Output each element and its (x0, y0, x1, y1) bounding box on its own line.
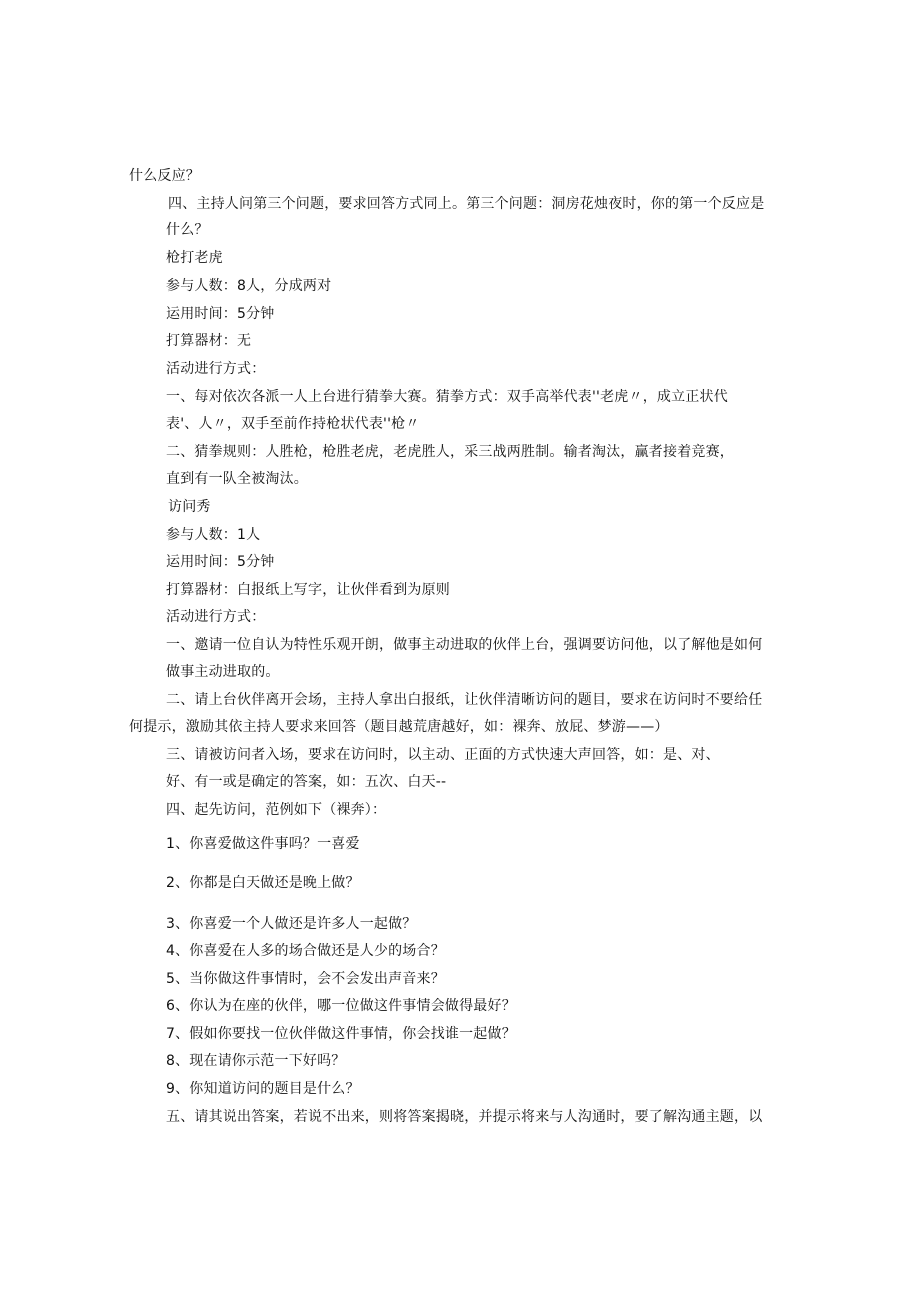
text-line: 直到有一队全被淘汰。 (166, 471, 308, 487)
text-line: 一、每对依次各派一人上台进行猜拳大赛。猜拳方式：双手高举代表''老虎〃，成立正状代 (166, 389, 728, 405)
text-line: 什么？ (166, 222, 209, 238)
text-line: 什么反应？ (129, 168, 200, 184)
text-line: 二、猜拳规则：人胜枪，枪胜老虎，老虎胜人，采三战两胜制。输者淘汰，赢者接着竞赛， (166, 444, 734, 460)
text-line: 四、主持人问第三个问题，要求回答方式同上。第三个问题：洞房花烛夜时，你的第一个反应是 (168, 196, 765, 212)
section-heading: 访问秀 (168, 499, 211, 515)
list-item: 5、当你做这件事情时，会不会发出声音来？ (166, 971, 445, 987)
text-line: 运用时间：5分钟 (166, 554, 275, 570)
list-item: 6、你认为在座的伙伴，哪一位做这件事情会做得最好？ (166, 998, 516, 1014)
text-line: 运用时间：5分钟 (166, 306, 275, 322)
list-item: 2、你都是白天做还是晚上做？ (166, 875, 360, 891)
text-line: 表'、人〃，双手至前作持枪状代表''枪〃 (166, 416, 420, 432)
text-line: 做事主动进取的。 (166, 664, 280, 680)
text-line: 枪打老虎 (166, 250, 223, 266)
text-line: 一、邀请一位自认为特性乐观开朗，做事主动进取的伙伴上台，强调要访问他，以了解他是如何 (166, 637, 763, 653)
text-line: 打算器材：无 (166, 333, 252, 349)
text-line: 五、请其说出答案，若说不出来，则将答案揭晓，并提示将来与人沟通时，要了解沟通主题，以 (166, 1109, 763, 1125)
text-line: 活动进行方式： (166, 361, 266, 377)
list-item: 1、你喜爱做这件事吗？一喜爱 (166, 836, 360, 852)
text-line: 打算器材：白报纸上写字，让伙伴看到为原则 (166, 582, 450, 598)
text-line: 好、有一或是确定的答案，如：五次、白天-- (166, 774, 447, 790)
text-line: 参与人数：1人 (166, 527, 261, 543)
text-line: 二、请上台伙伴离开会场，主持人拿出白报纸，让伙伴清晰访问的题目，要求在访问时不要给任 (166, 692, 763, 708)
list-item: 4、你喜爱在人多的场合做还是人少的场合？ (166, 943, 445, 959)
list-item: 8、现在请你示范一下好吗？ (166, 1053, 346, 1069)
text-line: 四、起先访问，范例如下（裸奔）： (166, 802, 387, 818)
text-line: 何提示，激励其依主持人要求来回答（题目越荒唐越好，如：裸奔、放屁、梦游——） (129, 719, 669, 735)
list-item: 7、假如你要找一位伙伴做这件事情，你会找谁一起做？ (166, 1026, 516, 1042)
text-line: 三、请被访问者入场，要求在访问时，以主动、正面的方式快速大声回答，如：是、对、 (166, 747, 720, 763)
list-item: 3、你喜爱一个人做还是许多人一起做？ (166, 916, 417, 932)
text-line: 活动进行方式： (166, 609, 266, 625)
list-item: 9、你知道访问的题目是什么？ (166, 1081, 360, 1097)
text-line: 参与人数：8人，分成两对 (166, 278, 332, 294)
